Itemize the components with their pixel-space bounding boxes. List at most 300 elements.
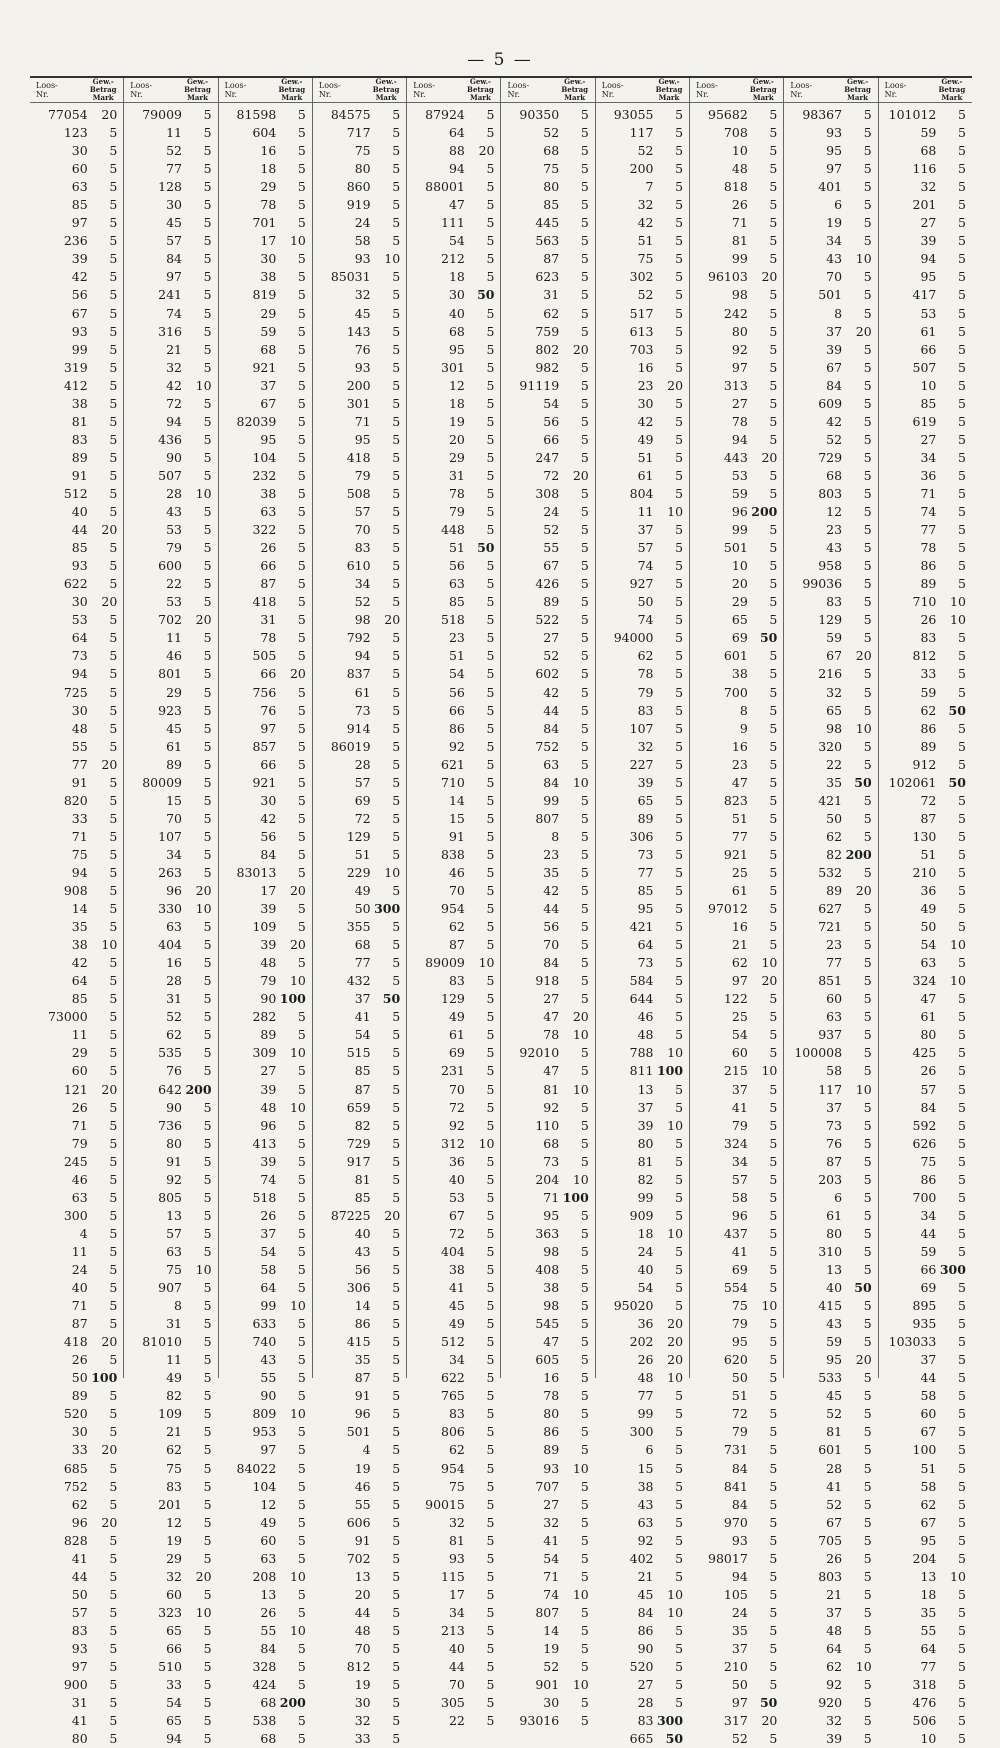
loos-nr: 39: [637, 774, 654, 790]
gew-betrag: 5: [203, 467, 212, 483]
loos-nr: 227: [629, 756, 654, 772]
loos-nr: 89009: [425, 955, 465, 971]
gew-betrag: 5: [958, 1496, 966, 1512]
loos-nr: 79: [260, 973, 277, 989]
loos-nr: 70: [448, 1081, 465, 1097]
loos-nr: 48: [731, 161, 748, 177]
table-column: [123, 77, 217, 1747]
table-row: [124, 720, 217, 738]
gew-betrag: 5: [486, 1677, 495, 1693]
loos-nr: 116: [912, 161, 937, 177]
table-row: [124, 377, 217, 395]
loos-nr: 97012: [708, 901, 748, 917]
loos-nr: 16: [543, 1370, 560, 1386]
loos-nr: 708: [723, 125, 748, 141]
loos-nr: 51: [920, 846, 937, 862]
gew-betrag: 5: [297, 792, 306, 808]
loos-nr: 45: [166, 720, 182, 736]
gew-betrag: 5: [486, 1262, 495, 1277]
table-row: [596, 1441, 689, 1459]
gew-betrag: 5: [958, 233, 966, 249]
loos-nr: 24: [637, 1243, 654, 1259]
table-row: [690, 286, 783, 304]
table-row: [784, 1658, 877, 1676]
table-row: [879, 106, 972, 124]
gew-betrag: 10: [384, 864, 401, 880]
gew-betrag: 5: [863, 1713, 872, 1729]
loos-nr: 41: [826, 1478, 843, 1494]
table-row: [313, 810, 406, 828]
table-row: [501, 359, 594, 377]
table-row: [784, 1496, 877, 1514]
gew-betrag: 5: [675, 738, 684, 754]
gew-betrag: 5: [392, 648, 401, 664]
loos-nr: 93: [543, 1460, 560, 1476]
gew-betrag: 5: [769, 359, 778, 375]
loos-nr: 6: [645, 1442, 654, 1458]
gew-betrag: 5: [863, 1640, 872, 1656]
table-row: [784, 1694, 877, 1712]
gew-betrag: 5: [486, 1514, 495, 1530]
table-row: [879, 160, 972, 178]
loos-nr: 837: [346, 666, 371, 682]
gew-betrag: 5: [109, 540, 118, 556]
table-row: [784, 1640, 877, 1658]
loos-nr: 95: [826, 1352, 843, 1368]
loos-nr: 90: [166, 1099, 182, 1115]
table-row: [879, 1189, 972, 1207]
gew-betrag: 5: [297, 684, 306, 700]
table-row: [690, 1550, 783, 1568]
gew-betrag: 5: [675, 973, 684, 989]
loos-nr: 21: [166, 1424, 182, 1440]
table-row: [219, 539, 312, 557]
loos-nr: 83: [826, 594, 843, 610]
gew-betrag: 5: [297, 1117, 306, 1133]
gew-betrag: 5: [958, 1659, 966, 1675]
gew-betrag: 20: [667, 1316, 684, 1332]
table-row: [30, 990, 123, 1008]
table-row: [596, 178, 689, 196]
table-row: [313, 539, 406, 557]
table-row: [407, 1604, 500, 1622]
gew-betrag: 5: [769, 648, 778, 664]
table-row: [501, 124, 594, 142]
table-row: [313, 1568, 406, 1586]
loos-nr: 522: [535, 612, 560, 628]
table-row: [30, 214, 123, 232]
loos-nr: 665: [629, 1731, 654, 1747]
gew-betrag: 5: [863, 1677, 872, 1693]
loos-nr: 56: [448, 558, 465, 574]
gew-betrag: 5: [392, 1081, 401, 1097]
loos-nr: 44: [71, 1568, 88, 1584]
gew-betrag: 5: [769, 467, 778, 483]
gew-betrag: 5: [203, 1027, 212, 1043]
loos-nr: 16: [731, 919, 748, 935]
column-header: [219, 78, 312, 103]
loos-nr: 28: [354, 756, 371, 772]
loos-nr: 601: [818, 1442, 843, 1458]
table-row: [690, 1640, 783, 1658]
table-row: [124, 1622, 217, 1640]
loos-nr: 29: [260, 305, 277, 321]
gew-betrag: 5: [580, 558, 589, 574]
table-row: [219, 1712, 312, 1730]
table-row: [879, 305, 972, 323]
table-row: [30, 323, 123, 341]
gew-betrag: 5: [486, 648, 495, 664]
gew-betrag: 5: [863, 1695, 872, 1711]
loos-nr: 935: [912, 1316, 937, 1332]
gew-betrag: 5: [863, 233, 872, 249]
table-row: [313, 1243, 406, 1261]
loos-nr: 37: [826, 1604, 843, 1620]
table-row: [596, 792, 689, 810]
gew-betrag: 5: [863, 1099, 872, 1115]
gew-betrag: 5: [863, 612, 872, 628]
table-row: [501, 142, 594, 160]
loos-nr: 920: [818, 1695, 843, 1711]
table-row: [879, 1514, 972, 1532]
loos-nr: 42: [826, 413, 843, 429]
table-row: [690, 1676, 783, 1694]
gew-betrag: 5: [297, 1640, 306, 1656]
gew-betrag: 5: [580, 233, 589, 249]
gew-betrag: 5: [863, 485, 872, 501]
gew-betrag: 5: [580, 179, 589, 195]
gew-betrag: 5: [863, 161, 872, 177]
gew-betrag: 5: [675, 558, 684, 574]
gew-betrag: 5: [769, 1027, 778, 1043]
loos-nr: 954: [441, 1460, 465, 1476]
gew-betrag: 5: [297, 1731, 306, 1747]
table-row: [784, 1135, 877, 1153]
gew-betrag: 5: [392, 197, 401, 213]
loos-nr: 66: [448, 702, 465, 718]
loos-nr: 65: [731, 612, 748, 628]
loos-nr: 752: [535, 738, 560, 754]
table-row: [407, 449, 500, 467]
table-row: [30, 629, 123, 647]
gew-betrag: 10: [950, 1568, 966, 1584]
table-row: [879, 864, 972, 882]
loos-nr: 58: [260, 1262, 277, 1277]
loos-nr: 37: [260, 377, 277, 393]
gew-betrag: 5: [675, 792, 684, 808]
loos-nr: 18: [637, 1225, 654, 1241]
loos-nr: 300: [63, 1207, 88, 1223]
gew-betrag: 5: [392, 287, 401, 303]
gew-betrag: 5: [392, 1352, 401, 1368]
loos-nr: 43: [260, 1352, 277, 1368]
loos-nr: 54: [731, 1027, 748, 1043]
table-row: [501, 485, 594, 503]
gew-betrag: 5: [675, 1514, 684, 1530]
gew-betrag: 5: [675, 359, 684, 375]
loos-nr: 79: [166, 540, 182, 556]
loos-nr: 50: [71, 1370, 88, 1386]
loos-nr: 27: [543, 991, 560, 1007]
gew-betrag: 20: [761, 1713, 778, 1729]
table-row: [784, 702, 877, 720]
gew-betrag: 5: [109, 648, 118, 664]
gew-betrag: 5: [203, 269, 212, 285]
gew-betrag: 5: [109, 973, 118, 989]
table-row: [784, 341, 877, 359]
loos-nr: 51: [637, 449, 654, 465]
table-row: [784, 521, 877, 539]
gew-betrag: 5: [297, 1586, 306, 1602]
loos-nr: 812: [912, 648, 937, 664]
table-row: [219, 1297, 312, 1315]
loos-nr: 34: [354, 576, 371, 592]
gew-betrag: 5: [203, 648, 212, 664]
table-row: [30, 431, 123, 449]
loos-nr: 82: [826, 846, 843, 862]
table-row: [784, 918, 877, 936]
loos-nr: 23: [826, 937, 843, 953]
loos-nr: 52: [354, 594, 371, 610]
loos-nr: 72: [448, 1225, 465, 1241]
table-row: [30, 1676, 123, 1694]
gew-betrag: 300: [656, 1713, 684, 1729]
loos-nr: 57: [354, 774, 371, 790]
loos-nr: 37: [731, 1640, 748, 1656]
gew-betrag: 5: [769, 125, 778, 141]
loos-nr: 70: [354, 522, 371, 538]
gew-betrag: 5: [109, 702, 118, 718]
table-row: [124, 1062, 217, 1080]
table-row: [690, 1586, 783, 1604]
table-row: [879, 1387, 972, 1405]
table-row: [784, 828, 877, 846]
loos-nr: 79009: [142, 107, 182, 122]
table-row: [690, 323, 783, 341]
loos-nr: 606: [346, 1514, 371, 1530]
loos-nr: 94: [731, 431, 748, 447]
table-row: [501, 1405, 594, 1423]
gew-betrag: 5: [958, 630, 966, 646]
loos-nr: 94: [354, 648, 371, 664]
loos-nr: 52: [543, 648, 560, 664]
loos-nr: 37: [731, 1081, 748, 1097]
gew-betrag: 5: [769, 305, 778, 321]
loos-nr: 43: [637, 1496, 654, 1512]
loos-nr: 65: [637, 792, 654, 808]
gew-betrag: 5: [109, 1713, 118, 1729]
loos-nr: 74: [637, 612, 654, 628]
table-row: [30, 160, 123, 178]
loos-nr: 56: [71, 287, 88, 303]
gew-betrag: 5: [675, 287, 684, 303]
table-row: [30, 232, 123, 250]
loos-nr: 99: [71, 341, 88, 357]
table-row: [501, 1261, 594, 1279]
loos-nr: 89: [71, 449, 88, 465]
gew-betrag: 5: [109, 1298, 118, 1314]
table-row: [879, 629, 972, 647]
table-row: [690, 774, 783, 792]
table-row: [879, 1153, 972, 1171]
loos-nr: 98: [543, 1298, 560, 1314]
gew-betrag: 5: [392, 1298, 401, 1314]
loos-nr: 918: [535, 973, 560, 989]
loos-nr: 78: [448, 485, 465, 501]
table-row: [219, 1532, 312, 1550]
table-row: [879, 1315, 972, 1333]
table-row: [596, 323, 689, 341]
loos-nr: 89: [543, 1442, 560, 1458]
table-row: [690, 232, 783, 250]
gew-betrag: 5: [392, 1280, 401, 1296]
table-row: [784, 106, 877, 124]
loos-nr: 49: [920, 901, 937, 917]
gew-betrag: 5: [863, 1424, 872, 1440]
gew-betrag: 5: [486, 1243, 495, 1259]
gew-betrag: 10: [289, 1298, 306, 1314]
loos-nr: 98: [354, 612, 371, 628]
table-row: [596, 846, 689, 864]
gew-betrag: 5: [486, 1316, 495, 1332]
gew-betrag: 5: [958, 901, 966, 917]
loos-nr: 89: [260, 1027, 277, 1043]
gew-betrag: 5: [675, 1207, 684, 1223]
gew-betrag: 5: [486, 449, 495, 465]
gew-betrag: 5: [675, 684, 684, 700]
loos-nr: 64: [260, 1280, 277, 1296]
loos-nr: 22: [826, 756, 843, 772]
table-row: [313, 1460, 406, 1478]
gew-betrag: 5: [203, 1406, 212, 1422]
loos-nr: 418: [252, 594, 277, 610]
table-row: [501, 1189, 594, 1207]
page-number: — 5 —: [467, 50, 533, 70]
loos-nr: 78: [543, 1027, 560, 1043]
gew-betrag: 5: [958, 1695, 966, 1711]
table-row: [690, 359, 783, 377]
gew-betrag: 5: [392, 1640, 401, 1656]
gew-betrag: 5: [580, 1622, 589, 1638]
loos-nr: 111: [441, 215, 465, 231]
loos-nr: 93: [71, 558, 88, 574]
table-row: [596, 1243, 689, 1261]
loos-nr: 80: [354, 161, 371, 177]
loos-nr: 19: [354, 1460, 371, 1476]
table-row: [407, 846, 500, 864]
loos-nr: 43: [354, 1243, 371, 1259]
loos-nr: 59: [920, 684, 937, 700]
loos-nr: 201: [158, 1496, 182, 1512]
table-row: [124, 936, 217, 954]
table-row: [407, 323, 500, 341]
gew-betrag: 5: [675, 179, 684, 195]
gew-betrag: 5: [675, 576, 684, 592]
header-loos-nr: Loos- Nr.: [601, 81, 624, 99]
loos-nr: 803: [818, 1568, 843, 1584]
loos-nr: 72: [354, 810, 371, 826]
table-row: [30, 449, 123, 467]
table-row: [407, 431, 500, 449]
table-row: [879, 900, 972, 918]
loos-nr: 87225: [330, 1207, 371, 1223]
loos-nr: 59: [731, 485, 748, 501]
gew-betrag: 5: [580, 1478, 589, 1494]
loos-nr: 805: [158, 1189, 182, 1205]
table-row: [596, 1460, 689, 1478]
table-row: [313, 629, 406, 647]
loos-nr: 87: [543, 251, 560, 267]
gew-betrag: 5: [675, 341, 684, 357]
gew-betrag: 5: [769, 1568, 778, 1584]
gew-betrag: 5: [769, 197, 778, 213]
table-row: [879, 1423, 972, 1441]
gew-betrag: 5: [863, 630, 872, 646]
loos-nr: 204: [535, 1171, 560, 1187]
table-row: [501, 449, 594, 467]
loos-nr: 30: [543, 1695, 560, 1711]
loos-nr: 32: [543, 1514, 560, 1530]
loos-nr: 231: [441, 1063, 465, 1079]
loos-nr: 921: [252, 774, 277, 790]
gew-betrag: 5: [863, 756, 872, 772]
table-row: [30, 395, 123, 413]
table-row: [879, 756, 972, 774]
loos-nr: 63: [166, 1243, 182, 1259]
table-row: [124, 575, 217, 593]
table-row: [784, 1207, 877, 1225]
gew-betrag: 5: [863, 1171, 872, 1187]
table-row: [124, 1171, 217, 1189]
gew-betrag: 5: [675, 810, 684, 826]
loos-nr: 71: [920, 485, 937, 501]
gew-betrag: 5: [486, 395, 495, 411]
loos-nr: 91: [354, 1388, 371, 1404]
gew-betrag: 5: [203, 756, 212, 772]
table-row: [124, 1261, 217, 1279]
table-row: [501, 1279, 594, 1297]
table-row: [30, 1135, 123, 1153]
loos-nr: 62: [920, 1496, 937, 1512]
loos-nr: 32: [826, 684, 843, 700]
table-row: [219, 1369, 312, 1387]
gew-betrag: 100: [656, 1063, 684, 1079]
table-row: [879, 647, 972, 665]
loos-nr: 89: [920, 738, 937, 754]
gew-betrag: 5: [958, 1117, 966, 1133]
table-row: [124, 323, 217, 341]
loos-nr: 604: [252, 125, 277, 141]
gew-betrag: 5: [486, 883, 495, 899]
table-row: [407, 1026, 500, 1044]
loos-nr: 95: [920, 1532, 937, 1548]
loos-nr: 75: [731, 1298, 748, 1314]
table-row: [501, 1026, 594, 1044]
gew-betrag: 50: [665, 1731, 684, 1747]
loos-nr: 49: [354, 883, 371, 899]
loos-nr: 28: [637, 1695, 654, 1711]
loos-nr: 21: [637, 1568, 654, 1584]
table-row: [690, 1243, 783, 1261]
table-row: [407, 629, 500, 647]
table-row: [407, 1081, 500, 1099]
gew-betrag: 5: [769, 431, 778, 447]
table-row: [784, 990, 877, 1008]
gew-betrag: 5: [958, 1442, 966, 1458]
table-row: [30, 196, 123, 214]
table-row: [30, 936, 123, 954]
gew-betrag: 5: [203, 1424, 212, 1440]
